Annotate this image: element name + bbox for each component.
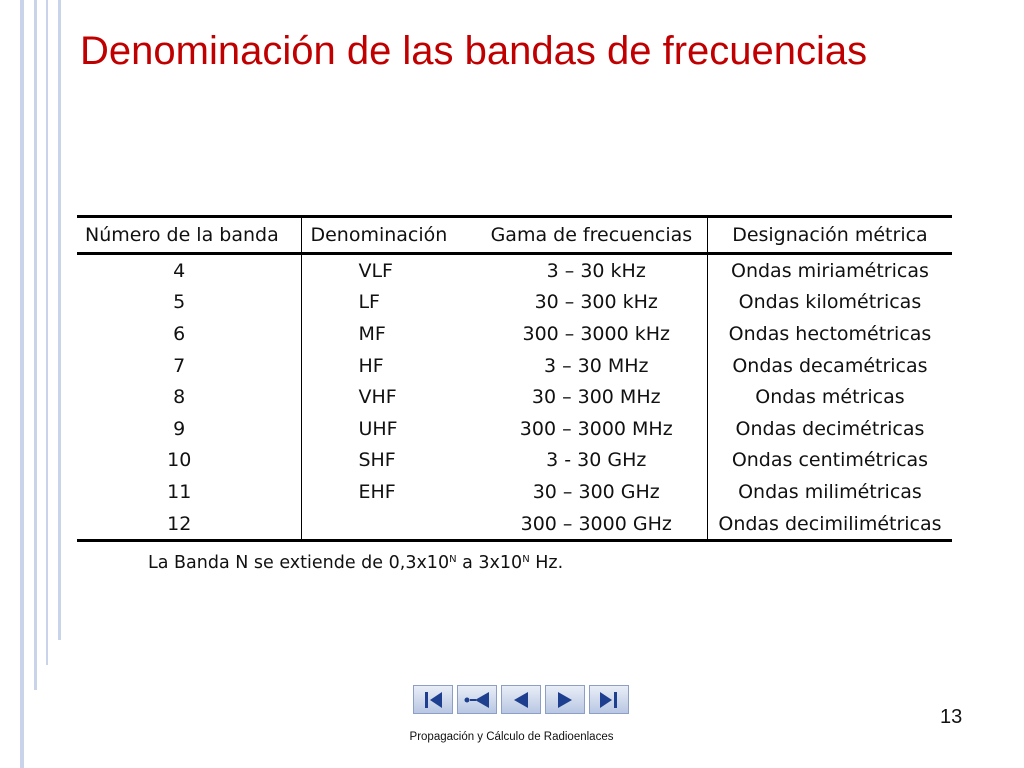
band-number-cell: 6 bbox=[77, 318, 302, 350]
back-button[interactable] bbox=[457, 685, 497, 714]
frequency-range-cell: 3 – 30 MHz bbox=[486, 350, 708, 382]
denomination-cell: VLF bbox=[358, 259, 393, 282]
header-band-number: Número de la banda bbox=[77, 217, 302, 254]
footnote-text-1: La Banda N se extiende de 0,3x10 bbox=[148, 553, 450, 573]
slide-title: Denominación de las bandas de frecuencias bbox=[80, 29, 868, 73]
footnote bbox=[148, 553, 563, 573]
metric-designation-cell: Ondas decimilimétricas bbox=[707, 508, 952, 541]
table-row bbox=[77, 445, 952, 477]
frequency-range-cell: 300 – 3000 GHz bbox=[486, 508, 708, 541]
denomination-cell: EHF bbox=[358, 480, 396, 503]
band-number-cell: 5 bbox=[77, 287, 302, 319]
frequency-range-cell: 3 – 30 kHz bbox=[486, 254, 708, 287]
last-icon bbox=[597, 689, 621, 711]
band-number-cell: 11 bbox=[77, 476, 302, 508]
frequency-range-cell: 30 – 300 GHz bbox=[486, 476, 708, 508]
decor-line-3 bbox=[46, 0, 48, 665]
table-row bbox=[77, 508, 952, 541]
footnote-text-2: a 3x10 bbox=[456, 553, 523, 573]
decor-line-2 bbox=[34, 0, 37, 690]
denomination-cell bbox=[302, 508, 486, 541]
next-icon bbox=[553, 689, 577, 711]
frequency-range-cell: 300 – 3000 kHz bbox=[486, 318, 708, 350]
last-slide-button[interactable] bbox=[589, 685, 629, 714]
slide-navigation bbox=[413, 685, 629, 714]
first-icon bbox=[421, 689, 445, 711]
table-row bbox=[77, 381, 952, 413]
denomination-cell: MF bbox=[358, 322, 386, 345]
frequency-bands-table bbox=[77, 215, 952, 542]
decor-line-4 bbox=[58, 0, 61, 640]
band-number-cell: 10 bbox=[77, 445, 302, 477]
metric-designation-cell: Ondas métricas bbox=[755, 386, 905, 409]
band-number-cell: 9 bbox=[77, 413, 302, 445]
first-slide-button[interactable] bbox=[413, 685, 453, 714]
metric-designation-cell: Ondas kilométricas bbox=[738, 291, 922, 314]
footnote-exponent-1: N bbox=[449, 554, 457, 565]
denomination-cell: SHF bbox=[358, 449, 396, 472]
previous-icon bbox=[509, 689, 533, 711]
frequency-range-cell: 30 – 300 kHz bbox=[486, 287, 708, 319]
table-header-row bbox=[77, 217, 952, 254]
header-denomination: Denominación bbox=[302, 217, 486, 254]
metric-designation-cell: Ondas miriamétricas bbox=[731, 259, 929, 282]
table-row bbox=[77, 413, 952, 445]
header-frequency-range: Gama de frecuencias bbox=[486, 217, 708, 254]
footer-label: Propagación y Cálculo de Radioenlaces bbox=[409, 731, 614, 743]
table-row bbox=[77, 350, 952, 382]
metric-designation-cell: Ondas decimétricas bbox=[735, 417, 925, 440]
metric-designation-cell: Ondas milimétricas bbox=[738, 480, 922, 503]
denomination-cell: UHF bbox=[358, 417, 398, 440]
table-row bbox=[77, 254, 952, 287]
metric-designation-cell: Ondas centimétricas bbox=[731, 449, 929, 472]
metric-designation-cell: Ondas decamétricas bbox=[732, 354, 928, 377]
decor-line-1 bbox=[20, 0, 24, 768]
band-number-cell: 7 bbox=[77, 350, 302, 382]
previous-slide-button[interactable] bbox=[501, 685, 541, 714]
band-number-cell: 4 bbox=[77, 254, 302, 287]
table-row bbox=[77, 476, 952, 508]
denomination-cell: HF bbox=[358, 354, 384, 377]
metric-designation-cell: Ondas hectométricas bbox=[728, 322, 932, 345]
footnote-text-3: Hz. bbox=[529, 553, 564, 573]
page-number: 13 bbox=[940, 706, 963, 728]
band-number-cell: 8 bbox=[77, 381, 302, 413]
table-row bbox=[77, 318, 952, 350]
denomination-cell: LF bbox=[358, 291, 380, 314]
header-metric-designation: Designación métrica bbox=[707, 217, 952, 254]
footer-text bbox=[0, 731, 1024, 743]
band-number-cell: 12 bbox=[77, 508, 302, 541]
footnote-exponent-2: N bbox=[522, 554, 530, 565]
table-row bbox=[77, 287, 952, 319]
frequency-range-cell: 300 – 3000 MHz bbox=[486, 413, 708, 445]
next-slide-button[interactable] bbox=[545, 685, 585, 714]
frequency-range-cell: 30 – 300 MHz bbox=[486, 381, 708, 413]
frequency-range-cell: 3 - 30 GHz bbox=[486, 445, 708, 477]
back-icon bbox=[462, 689, 492, 711]
denomination-cell: VHF bbox=[358, 386, 397, 409]
